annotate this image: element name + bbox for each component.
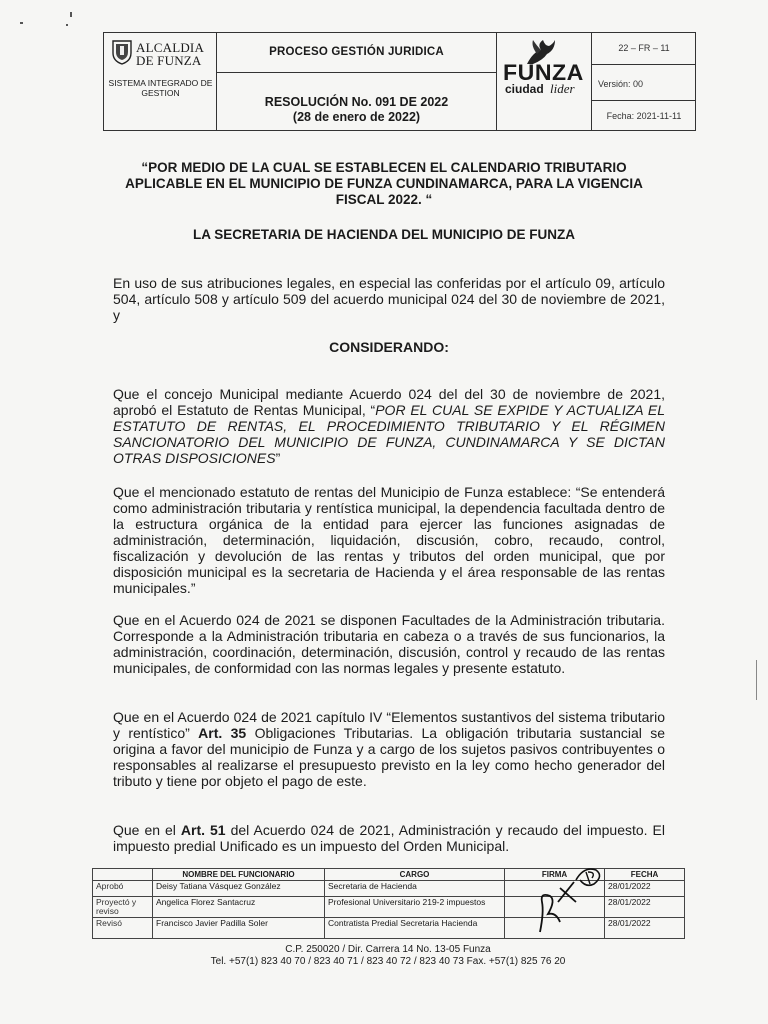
resolution-cell (217, 73, 497, 130)
resolution-number: RESOLUCIÓN No. 091 DE 2022 (264, 95, 449, 109)
coat-of-arms-icon (111, 39, 133, 65)
system-label: SISTEMA INTEGRADO DE GESTION (108, 78, 213, 98)
funza-brand-cell (497, 33, 592, 130)
header-position: CARGO (325, 869, 505, 881)
paragraph-3: Que en el Acuerdo 024 de 2021 se disponen Facultades de la Administración tributaria. Corresponde a la Administración tributaria en cabeza o a través de sus funcionarios, la administración, coordinación, determinación, discusión, control y recaudo de las rentas municipales, de conformidad con las normas legales y presente estatuto. (113, 612, 665, 676)
funza-wordmark: FUNZA (503, 60, 584, 85)
footer-phones: Tel. +57(1) 823 40 70 / 823 40 71 / 823 40 72 / 823 40 73 Fax. +57(1) 825 76 20 (210, 956, 566, 967)
signature-table (92, 868, 685, 939)
row-name: Francisco Javier Padilla Soler (153, 918, 325, 939)
document-date: Fecha: 2021-11-11 (606, 111, 682, 121)
scan-speck (70, 12, 72, 17)
row-position: Secretaria de Hacienda (325, 881, 505, 897)
document-version: Versión: 00 (598, 79, 644, 89)
issuer-heading: LA SECRETARIA DE HACIENDA DEL MUNICIPIO DE FUNZA (192, 227, 575, 242)
scan-speck (66, 24, 68, 26)
document-header (103, 32, 696, 131)
process-title: PROCESO GESTIÓN JURIDICA (269, 46, 444, 58)
intro-paragraph: En uso de sus atribuciones legales, en especial las conferidas por el artículo 09, artículo 504, artículo 508 y artículo 509 del acuerdo municipal 024 del 30 de noviembre de 2021, y (113, 275, 665, 323)
version-cell (592, 65, 696, 101)
paragraph-4-rest: Obligaciones Tributarias. La obligación tributaria sustancial se origina a favor del municipio de Funza y a cargo de los sujetos pasivos contribuyentes o responsables al realizarse el presupuesto previsto en la ley como hecho generador del tributo y tiene por objeto el pago de este. (113, 725, 665, 789)
paragraph-4-text: Que en el Acuerdo 024 de 2021 capítulo IV “Elementos sustantivos del sistema tributario y rentístico” (113, 709, 665, 741)
paragraph-5 (113, 822, 665, 854)
paragraph-5-text: Que en el (113, 822, 181, 838)
code-cell (592, 33, 696, 65)
paragraph-4 (113, 709, 665, 789)
alcaldia-logo-cell (104, 33, 217, 130)
table-row (93, 881, 685, 897)
paragraph-5-article: Art. 51 (180, 822, 226, 838)
row-signature (505, 897, 605, 918)
resolution-date: (28 de enero de 2022) (292, 110, 421, 124)
row-position: Contratista Predial Secretaria Hacienda (325, 918, 505, 939)
date-cell (592, 101, 696, 130)
signature-header-row (93, 869, 685, 881)
row-name: Angelica Florez Santacruz (153, 897, 325, 918)
row-signature (505, 881, 605, 897)
row-date: 28/01/2022 (605, 918, 685, 939)
paragraph-5-rest: del Acuerdo 024 de 2021, Administración y recaudo del impuesto. El impuesto predial Unificado es un impuesto del Orden Municipal. (113, 822, 665, 854)
paragraph-1-text: Que el concejo Municipal mediante Acuerdo 024 del del 30 de noviembre de 2021, aprobó el Estatuto de Rentas Municipal, “ (113, 386, 665, 418)
row-date: 28/01/2022 (605, 881, 685, 897)
table-row (93, 897, 685, 918)
row-signature (505, 918, 605, 939)
row-position: Profesional Universitario 219-2 impuestos (325, 897, 505, 918)
row-name: Deisy Tatiana Vásquez González (153, 881, 325, 897)
document-code: 22 – FR – 11 (618, 43, 670, 53)
scan-speck (756, 660, 757, 700)
alcaldia-line2: DE FUNZA (136, 53, 202, 68)
footer-address: C.P. 250020 / Dir. Carrera 14 No. 13-05 Funza (285, 944, 491, 955)
row-role: Revisó (93, 918, 153, 939)
ciudad-tagline: ciudad (505, 82, 544, 96)
scan-speck (20, 22, 23, 24)
paragraph-1-end: ” (275, 450, 281, 466)
row-date: 28/01/2022 (605, 897, 685, 918)
alcaldia-line1: ALCALDIA (136, 40, 205, 55)
paragraph-4-article: Art. 35 (198, 725, 247, 741)
paragraph-1-quote: POR EL CUAL SE EXPIDE Y ACTUALIZA EL ESTATUTO DE RENTAS, EL PROCEDIMIENTO TRIBUTARIO Y EL RÉGIMEN SANCIONATORIO DEL MUNICIPIO DE FUNZA, CUNDINAMARCA Y SE DICTAN OTRAS DISPOSICIONES (113, 402, 665, 466)
paragraph-1 (113, 386, 665, 466)
row-role: Proyectó y reviso (93, 897, 153, 918)
header-date: FECHA (605, 869, 685, 881)
process-cell (217, 33, 497, 73)
header-name: NOMBRE DEL FUNCIONARIO (153, 869, 325, 881)
paragraph-2: Que el mencionado estatuto de rentas del Municipio de Funza establece: “Se entenderá como administración tributaria y rentística municipal, la dependencia facultada dentro de la estructura orgánica de la entidad para ejercer las funciones asignadas de administración, determinación, liquidación, discusión, cobro, recaudo, control, fiscalización y devolución de las rentas y tributos del orden municipal, que por disposición municipal es la secretaria de Hacienda y el área responsable de las rentas municipales.” (113, 484, 665, 596)
considerando-heading: CONSIDERANDO: (329, 339, 449, 355)
lider-tagline: lider (550, 81, 575, 96)
header-signature: FIRMA (505, 869, 605, 881)
table-row (93, 918, 685, 939)
resolution-title: “POR MEDIO DE LA CUAL SE ESTABLECEN EL CALENDARIO TRIBUTARIO APLICABLE EN EL MUNICIPIO DE FUNZA CUNDINAMARCA, PARA LA VIGENCIA FISCAL 2022. “ (125, 160, 643, 207)
row-role: Aprobó (93, 881, 153, 897)
header-empty (93, 869, 153, 881)
